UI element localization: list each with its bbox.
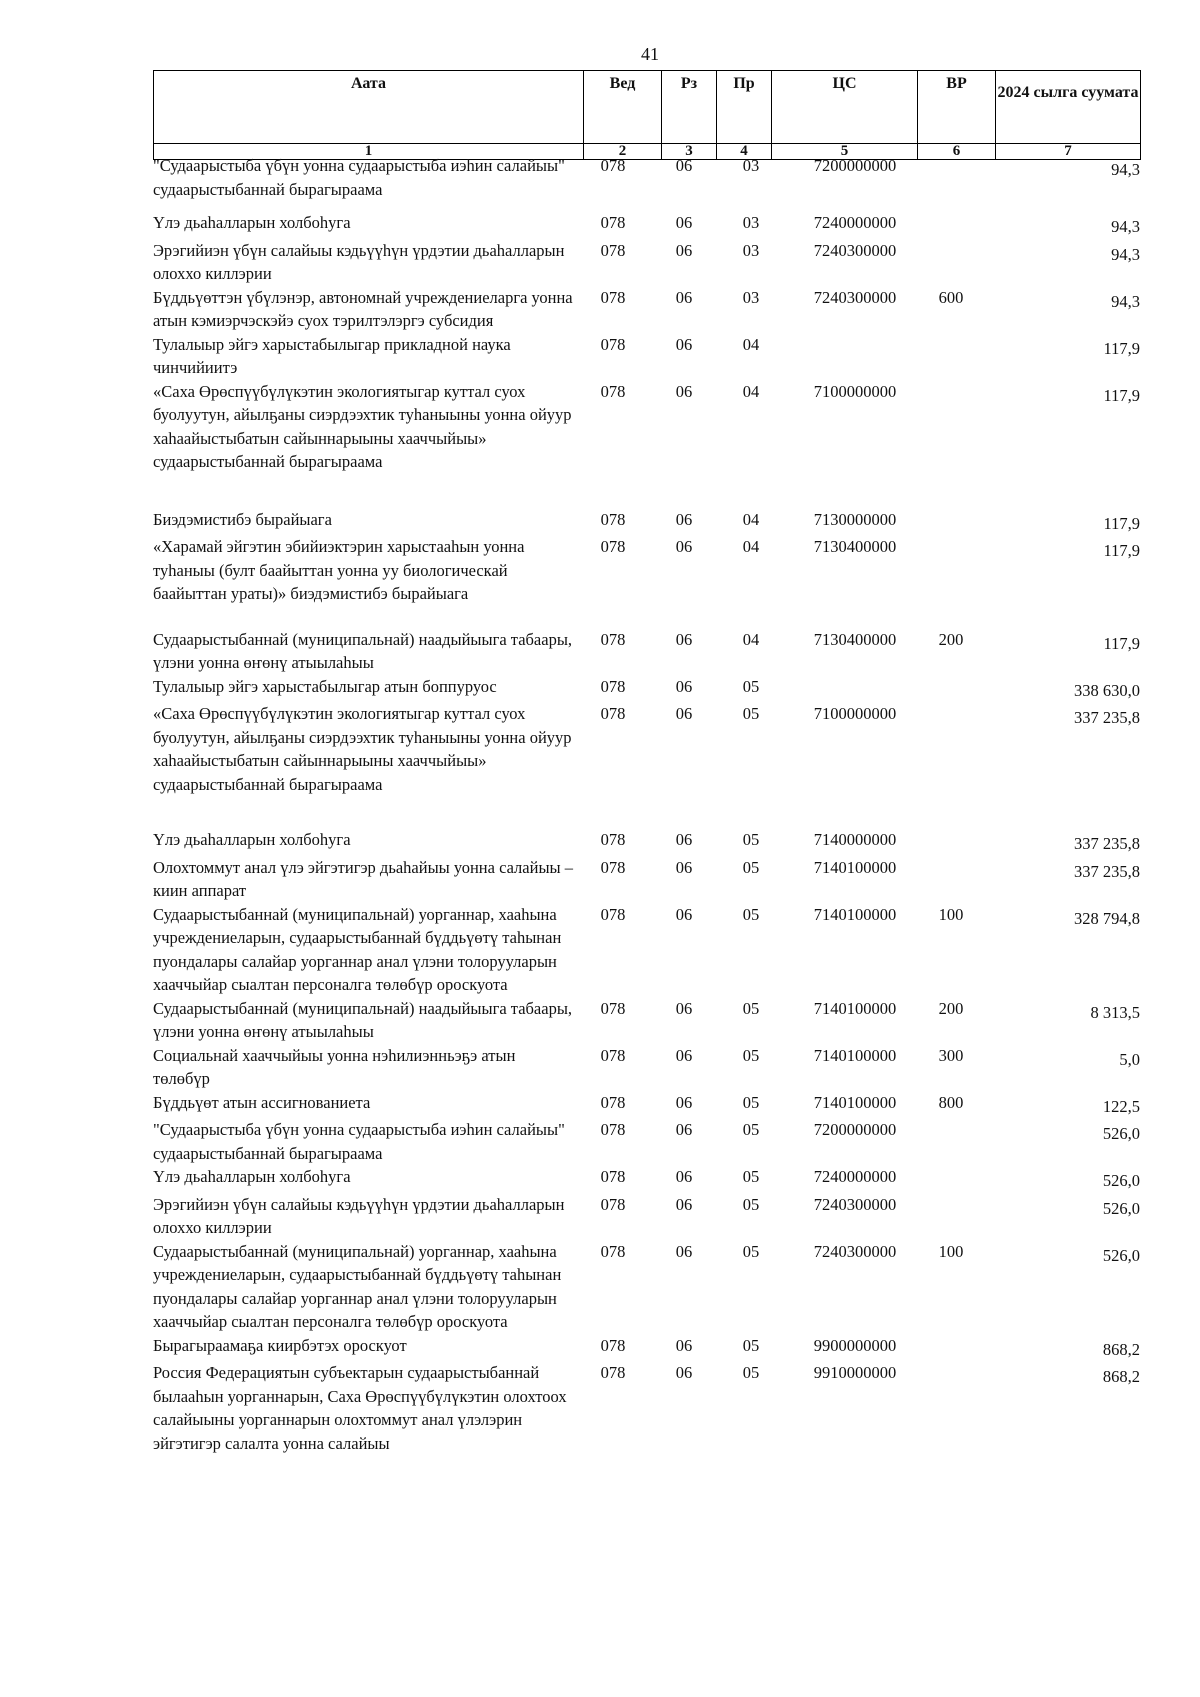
cell-vr bbox=[915, 1193, 983, 1240]
header-cs: ЦС bbox=[772, 71, 918, 144]
cell-vr bbox=[915, 1334, 983, 1362]
cell-name: Бырагыраамаҕа киирбэтэх ороскуот bbox=[153, 1335, 407, 1355]
cell-ved: 078 bbox=[600, 213, 626, 232]
table-row bbox=[153, 828, 1140, 856]
cell-vr bbox=[915, 1118, 983, 1165]
header-num: 3 bbox=[662, 144, 717, 160]
cell-pr: 03 bbox=[742, 240, 760, 260]
cell-vr: 200 bbox=[938, 629, 964, 649]
cell-vr bbox=[915, 154, 983, 201]
cell-vr bbox=[915, 828, 983, 856]
table-row bbox=[153, 675, 1140, 703]
cell-name: Судаарыстыбаннай (муниципальнай) наадыйыыга табаары, үлэни уонна өҥөнү атыылаһыы bbox=[153, 998, 573, 1041]
cell-ved: 078 bbox=[600, 1194, 626, 1214]
cell-rz: 06 bbox=[675, 1241, 693, 1261]
cell-sum: 122,5 bbox=[1102, 1096, 1140, 1116]
cell-rz: 06 bbox=[675, 904, 693, 924]
cell-vr bbox=[915, 380, 983, 474]
cell-ved: 078 bbox=[600, 1167, 626, 1186]
cell-name: Үлэ дьаһалларын холбоһуга bbox=[153, 830, 351, 849]
header-sum: 2024 сылга суумата bbox=[996, 71, 1141, 144]
cell-sum: 5,0 bbox=[1119, 1049, 1140, 1069]
table-row bbox=[153, 997, 1140, 1044]
cell-vr: 200 bbox=[938, 998, 964, 1018]
header-num: 1 bbox=[154, 144, 584, 160]
table-row bbox=[153, 903, 1140, 997]
cell-ved: 078 bbox=[600, 156, 626, 175]
table-row bbox=[153, 856, 1140, 903]
cell-cs: 7100000000 bbox=[813, 381, 897, 401]
table-row bbox=[153, 1240, 1140, 1334]
cell-name: Үлэ дьаһалларын холбоһуга bbox=[153, 1167, 351, 1186]
table-row bbox=[153, 508, 1140, 536]
header-num: 4 bbox=[717, 144, 772, 160]
cell-vr bbox=[915, 508, 983, 536]
cell-ved: 078 bbox=[600, 629, 626, 649]
cell-ved: 078 bbox=[600, 1335, 626, 1355]
cell-ved: 078 bbox=[600, 704, 626, 723]
cell-sum: 526,0 bbox=[1102, 1245, 1140, 1265]
cell-ved: 078 bbox=[600, 1241, 626, 1261]
cell-ved: 078 bbox=[600, 1092, 626, 1112]
cell-ved: 078 bbox=[600, 998, 626, 1018]
cell-rz: 06 bbox=[675, 537, 693, 556]
table-row bbox=[153, 239, 1140, 286]
cell-pr: 05 bbox=[742, 1045, 760, 1065]
cell-ved: 078 bbox=[600, 287, 626, 307]
cell-sum: 117,9 bbox=[1103, 541, 1140, 560]
cell-rz: 06 bbox=[675, 213, 693, 232]
cell-ved: 078 bbox=[600, 334, 626, 354]
cell-ved: 078 bbox=[600, 381, 626, 401]
cell-cs: 7240000000 bbox=[813, 1167, 897, 1186]
header-rz: Рз bbox=[662, 71, 717, 144]
cell-vr bbox=[915, 856, 983, 903]
cell-pr: 03 bbox=[742, 156, 760, 175]
header-ved: Вед bbox=[584, 71, 662, 144]
header-name: Аата bbox=[154, 71, 584, 144]
cell-rz: 06 bbox=[675, 676, 693, 696]
cell-pr: 03 bbox=[742, 213, 760, 232]
cell-name: Биэдэмистибэ бырайыага bbox=[153, 509, 332, 529]
cell-name: "Судаарыстыба үбүн уонна судаарыстыба иэһин салайыы" судаарыстыбаннай бырагыраама bbox=[153, 156, 565, 199]
cell-rz: 06 bbox=[675, 1194, 693, 1214]
cell-pr: 05 bbox=[742, 998, 760, 1018]
cell-vr bbox=[915, 702, 983, 796]
cell-ved: 078 bbox=[600, 676, 626, 696]
cell-pr: 05 bbox=[742, 1120, 760, 1139]
cell-ved: 078 bbox=[600, 509, 626, 529]
cell-pr: 05 bbox=[742, 1167, 760, 1186]
header-vr: ВР bbox=[918, 71, 996, 144]
cell-cs: 7130400000 bbox=[813, 629, 897, 649]
cell-cs: 7200000000 bbox=[813, 1120, 897, 1139]
cell-sum: 868,2 bbox=[1102, 1367, 1140, 1386]
cell-sum: 337 235,8 bbox=[1074, 834, 1140, 853]
cell-ved: 078 bbox=[600, 904, 626, 924]
cell-cs: 7200000000 bbox=[813, 156, 897, 175]
cell-ved: 078 bbox=[600, 1120, 626, 1139]
header-num: 2 bbox=[584, 144, 662, 160]
table-row bbox=[153, 628, 1140, 675]
cell-vr: 600 bbox=[938, 287, 964, 307]
cell-sum: 117,9 bbox=[1103, 338, 1140, 358]
table-row bbox=[153, 1193, 1140, 1240]
cell-name: "Судаарыстыба үбүн уонна судаарыстыба иэһин салайыы" судаарыстыбаннай бырагыраама bbox=[153, 1120, 565, 1163]
cell-rz: 06 bbox=[675, 1092, 693, 1112]
cell-pr: 05 bbox=[742, 904, 760, 924]
cell-cs: 7140100000 bbox=[813, 904, 897, 924]
cell-rz: 06 bbox=[675, 998, 693, 1018]
cell-vr bbox=[915, 535, 983, 606]
cell-cs: 7240000000 bbox=[813, 213, 897, 232]
cell-sum: 94,3 bbox=[1111, 217, 1140, 236]
cell-vr: 300 bbox=[938, 1045, 964, 1065]
cell-sum: 117,9 bbox=[1103, 385, 1140, 405]
cell-rz: 06 bbox=[675, 287, 693, 307]
table-row bbox=[153, 333, 1140, 380]
cell-vr bbox=[915, 239, 983, 286]
header-num: 6 bbox=[918, 144, 996, 160]
cell-pr: 05 bbox=[742, 1241, 760, 1261]
cell-pr: 05 bbox=[742, 704, 760, 723]
table-row bbox=[153, 1091, 1140, 1119]
cell-cs: 9910000000 bbox=[813, 1363, 897, 1382]
header-table bbox=[153, 70, 1141, 160]
cell-rz: 06 bbox=[675, 830, 693, 849]
cell-pr: 05 bbox=[742, 1194, 760, 1214]
cell-cs: 7140100000 bbox=[813, 998, 897, 1018]
cell-rz: 06 bbox=[675, 1167, 693, 1186]
table-row bbox=[153, 380, 1140, 474]
cell-sum: 94,3 bbox=[1111, 244, 1140, 264]
cell-cs: 7140100000 bbox=[813, 857, 897, 877]
cell-sum: 338 630,0 bbox=[1074, 680, 1140, 700]
cell-name: Олохтоммут анал үлэ эйгэтигэр дьаһайыы уонна салайыы – киин аппарат bbox=[153, 857, 573, 900]
table-row bbox=[153, 1044, 1140, 1091]
cell-pr: 05 bbox=[742, 1092, 760, 1112]
cell-cs: 7130400000 bbox=[813, 537, 897, 556]
cell-rz: 06 bbox=[675, 509, 693, 529]
cell-pr: 04 bbox=[742, 381, 760, 401]
cell-sum: 868,2 bbox=[1102, 1339, 1140, 1359]
cell-ved: 078 bbox=[600, 830, 626, 849]
cell-vr: 800 bbox=[938, 1092, 964, 1112]
cell-name: Үлэ дьаһалларын холбоһуга bbox=[153, 213, 351, 232]
table-row bbox=[153, 1361, 1140, 1455]
cell-pr: 04 bbox=[742, 629, 760, 649]
cell-name: Судаарыстыбаннай (муниципальнай) уорганнар, хааһына учреждениеларын, судаарыстыбаннай бүддьүөтү таһынан пуондалары салайар уорганнар анал үлэни толорууларын хааччыйар сыалтан персоналга төлөбүр ороскуота bbox=[153, 1241, 562, 1331]
cell-name: Тулалыыр эйгэ харыстабылыгар прикладной наука чинчийиитэ bbox=[153, 334, 511, 377]
cell-sum: 526,0 bbox=[1102, 1171, 1140, 1190]
cell-name: Россия Федерациятын субъектарын судаарыстыбаннай былааһын уорганнарын, Саха Өрөспүүбүлүкэтин олохтоох салайыыны уорганнарын олохтоммут анал үлэлэрин эйгэтигэр салалта уонна салайыы bbox=[153, 1363, 567, 1453]
cell-pr: 03 bbox=[742, 287, 760, 307]
cell-cs: 7240300000 bbox=[813, 287, 897, 307]
table-row bbox=[153, 1118, 1140, 1165]
cell-sum: 526,0 bbox=[1102, 1124, 1140, 1143]
cell-rz: 06 bbox=[675, 240, 693, 260]
cell-name: Социальнай хааччыйыы уонна нэһилиэнньэҕэ атын төлөбүр bbox=[153, 1045, 516, 1088]
cell-sum: 94,3 bbox=[1111, 291, 1140, 311]
cell-name: Судаарыстыбаннай (муниципальнай) уорганнар, хааһына учреждениеларын, судаарыстыбаннай бүддьүөтү таһынан пуондалары салайар уорганнар анал үлэни толорууларын хааччыйар сыалтан персоналга төлөбүр ороскуота bbox=[153, 904, 562, 994]
table-row bbox=[153, 1334, 1140, 1362]
cell-sum: 526,0 bbox=[1102, 1198, 1140, 1218]
cell-pr: 05 bbox=[742, 857, 760, 877]
cell-cs: 7240300000 bbox=[813, 1194, 897, 1214]
table-row bbox=[153, 154, 1140, 201]
cell-pr: 05 bbox=[742, 830, 760, 849]
cell-name: Эрэгийиэн үбүн салайыы кэдьүүһүн үрдэтии дьаһалларын олоххо киллэрии bbox=[153, 1194, 565, 1237]
header-num: 7 bbox=[996, 144, 1141, 160]
cell-ved: 078 bbox=[600, 537, 626, 556]
cell-rz: 06 bbox=[675, 629, 693, 649]
cell-name: Бүддьүөттэн үбүлэнэр, автономнай учреждениеларга уонна атын кэмиэрчэскэйэ суох тэрилтэлэргэ субсидия bbox=[153, 287, 573, 330]
cell-pr: 04 bbox=[742, 509, 760, 529]
cell-rz: 06 bbox=[675, 381, 693, 401]
cell-ved: 078 bbox=[600, 1045, 626, 1065]
cell-sum: 117,9 bbox=[1103, 633, 1140, 653]
cell-cs: 7130000000 bbox=[813, 509, 897, 529]
cell-pr: 05 bbox=[742, 1335, 760, 1355]
cell-sum: 94,3 bbox=[1111, 160, 1140, 179]
cell-name: «Саха Өрөспүүбүлүкэтин экологиятыгар куттал суох буолуутун, айылҕаны сиэрдээхтик туһаныыны уонна ойуур хаһаайыстыбатын сайыннарыыны хааччыйыы» судаарыстыбаннай бырагыраама bbox=[153, 381, 572, 471]
table-row bbox=[153, 535, 1140, 606]
cell-vr bbox=[915, 1361, 983, 1455]
cell-ved: 078 bbox=[600, 240, 626, 260]
table-row bbox=[153, 702, 1140, 796]
table-row bbox=[153, 1165, 1140, 1193]
cell-rz: 06 bbox=[675, 1045, 693, 1065]
cell-pr: 05 bbox=[742, 1363, 760, 1382]
cell-rz: 06 bbox=[675, 857, 693, 877]
cell-pr: 05 bbox=[742, 676, 760, 696]
header-num: 5 bbox=[772, 144, 918, 160]
cell-sum: 8 313,5 bbox=[1090, 1002, 1140, 1022]
cell-cs: 9900000000 bbox=[813, 1335, 897, 1355]
cell-rz: 06 bbox=[675, 1335, 693, 1355]
header-pr: Пр bbox=[717, 71, 772, 144]
cell-cs: 7140100000 bbox=[813, 1045, 897, 1065]
cell-sum: 337 235,8 bbox=[1074, 708, 1140, 727]
cell-cs bbox=[781, 333, 915, 380]
cell-ved: 078 bbox=[600, 1363, 626, 1382]
cell-name: «Харамай эйгэтин эбийиэктэрин харыстааһын уонна туһаныы (булт баайыттан уонна уу биологическай баайыттан ураты)» биэдэмистибэ бырайыага bbox=[153, 537, 525, 603]
cell-rz: 06 bbox=[675, 1120, 693, 1139]
cell-ved: 078 bbox=[600, 857, 626, 877]
cell-rz: 06 bbox=[675, 156, 693, 175]
cell-cs: 7100000000 bbox=[813, 704, 897, 723]
page-number: 41 bbox=[641, 44, 659, 64]
cell-vr: 100 bbox=[938, 904, 964, 924]
cell-rz: 06 bbox=[675, 1363, 693, 1382]
cell-cs: 7140100000 bbox=[813, 1092, 897, 1112]
cell-cs: 7240300000 bbox=[813, 1241, 897, 1261]
cell-name: Судаарыстыбаннай (муниципальнай) наадыйыыга табаары, үлэни уонна өҥөнү атыылаһыы bbox=[153, 629, 573, 672]
cell-cs: 7140000000 bbox=[813, 830, 897, 849]
cell-name: Бүддьүөт атын ассигнованиета bbox=[153, 1092, 371, 1112]
cell-vr bbox=[915, 333, 983, 380]
cell-pr: 04 bbox=[742, 537, 760, 556]
cell-vr bbox=[915, 675, 983, 703]
table-body bbox=[153, 154, 1140, 1455]
cell-name: Тулалыыр эйгэ харыстабылыгар атын боппуруос bbox=[153, 676, 497, 696]
cell-sum: 117,9 bbox=[1103, 513, 1140, 533]
cell-sum: 337 235,8 bbox=[1074, 861, 1140, 881]
cell-name: «Саха Өрөспүүбүлүкэтин экологиятыгар куттал суох буолуутун, айылҕаны сиэрдээхтик туһаныыны уонна ойуур хаһаайыстыбатын сайыннарыыны хааччыйыы» судаарыстыбаннай бырагыраама bbox=[153, 704, 572, 794]
cell-rz: 06 bbox=[675, 704, 693, 723]
cell-sum: 328 794,8 bbox=[1074, 908, 1140, 928]
table-row bbox=[153, 211, 1140, 239]
cell-vr bbox=[915, 1165, 983, 1193]
cell-pr: 04 bbox=[742, 334, 760, 354]
cell-rz: 06 bbox=[675, 334, 693, 354]
cell-cs bbox=[781, 675, 915, 703]
cell-vr bbox=[915, 211, 983, 239]
cell-name: Эрэгийиэн үбүн салайыы кэдьүүһүн үрдэтии дьаһалларын олоххо киллэрии bbox=[153, 240, 565, 283]
cell-vr: 100 bbox=[938, 1241, 964, 1261]
cell-cs: 7240300000 bbox=[813, 240, 897, 260]
table-row bbox=[153, 286, 1140, 333]
